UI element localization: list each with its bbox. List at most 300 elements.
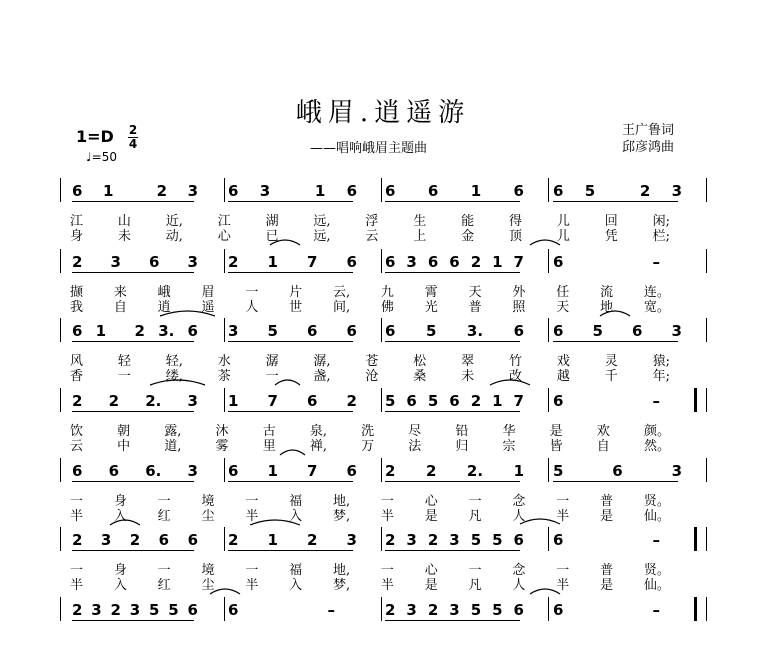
lyric-char: 远, <box>313 229 331 244</box>
lyric-char: 一 <box>265 369 279 384</box>
lyric-char: 一 <box>245 563 259 578</box>
note: 6 <box>449 392 460 410</box>
note: 6 <box>346 322 357 340</box>
lyric-char: 尘 <box>201 578 215 593</box>
note: 3 <box>406 253 417 271</box>
lyric-char: 万 <box>361 439 375 454</box>
note: 6 <box>187 531 198 549</box>
lyric-char: 普 <box>600 494 614 509</box>
note: 2 <box>110 601 121 619</box>
lyric-char: 尽 <box>408 424 422 439</box>
note: 7 <box>267 392 278 410</box>
lyric-char: 已 <box>265 229 279 244</box>
lyric-char: 山 <box>117 214 131 229</box>
song-title: 峨眉.逍遥游 <box>295 98 471 128</box>
note: 6 <box>228 182 239 200</box>
lyric-char: 动, <box>165 229 183 244</box>
slur <box>530 240 560 245</box>
note: 2 <box>470 392 482 410</box>
lyric-char: 半 <box>556 509 570 524</box>
lyric-char: 天 <box>556 300 570 315</box>
note: 3 <box>406 601 417 619</box>
note: 2. <box>145 392 162 410</box>
lyric-char: 地 <box>600 300 614 315</box>
note: 6 <box>72 182 83 200</box>
lyric-char: 凡 <box>468 578 482 593</box>
lyric-char: 照 <box>512 300 526 315</box>
note: 2 <box>425 462 437 480</box>
lyric-char: 水 <box>217 354 231 369</box>
lyric-char: 身 <box>113 494 127 509</box>
lyric-char: 一 <box>70 563 84 578</box>
note: 3. <box>158 322 175 340</box>
note: 3 <box>187 462 198 480</box>
note: 6 <box>385 182 396 200</box>
note: 3 <box>187 253 198 271</box>
lyric-char: 九 <box>380 285 394 300</box>
lyric-char: 露, <box>164 424 182 439</box>
lyric-char: 连。 <box>643 285 670 300</box>
note: 3 <box>671 182 682 200</box>
composer-credit: 邱彦鸿曲 <box>622 140 675 155</box>
note: 6 <box>612 462 623 480</box>
lyric-char: 松 <box>413 354 427 369</box>
note: 2 <box>470 253 482 271</box>
note: 1 <box>267 462 278 480</box>
lyric-char: 一 <box>556 494 570 509</box>
lyric-char: 间, <box>332 300 351 315</box>
lyric-char: 凡 <box>468 509 482 524</box>
lyric-char: 入 <box>289 509 303 524</box>
note: 6 <box>72 322 83 340</box>
lyric-char: 来 <box>113 285 127 300</box>
note: 2 <box>228 253 239 271</box>
lyric-char: 江 <box>70 214 84 229</box>
note: 6 <box>553 253 564 271</box>
lyric-char: 一 <box>157 494 171 509</box>
lyric-char: 福 <box>289 563 303 578</box>
note: 5 <box>427 392 439 410</box>
note: – <box>652 253 660 271</box>
lyric-char: 法 <box>408 439 422 454</box>
slur <box>490 380 530 385</box>
note: 1 <box>492 253 503 271</box>
lyric-char: 华 <box>502 424 516 439</box>
lyric-char: 半 <box>70 509 84 524</box>
lyric-char: 中 <box>117 439 131 454</box>
lyric-char: 浮 <box>365 214 379 229</box>
lyric-char: 宽。 <box>643 300 670 315</box>
lyric-char: 江 <box>217 214 231 229</box>
lyric-char: 香 <box>70 369 84 384</box>
lyric-char: 洗 <box>361 424 375 439</box>
note: 5 <box>592 322 603 340</box>
lyric-char: 一 <box>245 494 259 509</box>
tempo-marking: ♩=50 <box>86 150 117 164</box>
note: 6 <box>385 253 396 271</box>
note: 6 <box>72 462 83 480</box>
note: 5 <box>385 392 396 410</box>
lyric-char: 缕, <box>165 369 183 384</box>
note: 5 <box>149 601 160 619</box>
note: 6 <box>449 253 460 271</box>
note: 6 <box>513 531 524 549</box>
note: 6 <box>187 322 198 340</box>
lyric-char: 归 <box>455 439 469 454</box>
lyric-char: 猿; <box>652 354 670 369</box>
note: – <box>327 601 335 619</box>
lyric-char: 颜。 <box>643 424 670 439</box>
lyric-char: 半 <box>70 578 84 593</box>
lyric-char: 峨 <box>157 285 171 300</box>
note: 7 <box>307 253 318 271</box>
lyric-char: 仙。 <box>643 578 670 593</box>
note: 5 <box>470 601 482 619</box>
note: 7 <box>513 392 524 410</box>
slur <box>600 311 630 316</box>
lyric-char: 片 <box>289 285 303 300</box>
note: 6 <box>513 322 524 340</box>
lyric-char: 欢 <box>596 424 610 439</box>
note: 1 <box>228 392 239 410</box>
note: 6 <box>513 601 524 619</box>
meter-top: 2 <box>128 123 138 137</box>
note: 6 <box>346 253 357 271</box>
lyric-char: 沧 <box>365 369 379 384</box>
lyric-char: 外 <box>512 285 526 300</box>
lyric-char: 云 <box>365 229 379 244</box>
lyric-char: 回 <box>604 214 618 229</box>
lyric-char: 得 <box>508 214 522 229</box>
lyric-char: 尘 <box>201 509 215 524</box>
lyric-char: 翠 <box>461 354 475 369</box>
note: 5 <box>584 182 596 200</box>
lyric-char: 普 <box>600 563 614 578</box>
lyric-char: 任 <box>556 285 570 300</box>
note: 3 <box>259 182 271 200</box>
lyric-char: 轻 <box>117 354 131 369</box>
lyric-char: 上 <box>413 229 427 244</box>
lyric-char: 古 <box>262 424 276 439</box>
lyric-char: 千 <box>604 369 618 384</box>
note: 3 <box>449 531 460 549</box>
note: 3 <box>110 253 121 271</box>
lyric-char: 戏 <box>556 354 570 369</box>
note: 2 <box>108 392 120 410</box>
note: 6 <box>406 392 417 410</box>
lyric-char: 道, <box>164 439 182 454</box>
lyric-char: 半 <box>380 578 394 593</box>
note: 6 <box>427 253 439 271</box>
note: 2. <box>466 462 484 480</box>
note: 6 <box>553 182 564 200</box>
lyric-char: 顶 <box>508 229 522 244</box>
note: 6 <box>385 322 396 340</box>
note: 1 <box>470 182 482 200</box>
lyric-char: 仙。 <box>643 509 670 524</box>
note: 1 <box>492 392 503 410</box>
lyric-char: 一 <box>70 494 84 509</box>
lyric-char: 一 <box>157 563 171 578</box>
lyric-char: 自 <box>596 439 610 454</box>
lyric-char: 饮 <box>70 424 84 439</box>
lyric-char: 铅 <box>455 424 469 439</box>
lyric-char: 茶 <box>217 369 231 384</box>
lyric-char: 半 <box>380 509 394 524</box>
lyric-char: 竹 <box>508 354 522 369</box>
lyric-char: 身 <box>113 563 127 578</box>
lyric-char: 梦, <box>332 509 351 524</box>
note: 2 <box>72 601 83 619</box>
lyric-char: 一 <box>117 369 131 384</box>
lyric-char: 能 <box>461 214 475 229</box>
note: 6 <box>553 601 564 619</box>
note: 6 <box>228 462 239 480</box>
key-signature: 1=D <box>76 127 114 146</box>
lyric-char: 天 <box>468 285 482 300</box>
lyric-char: 近, <box>165 214 183 229</box>
note: 6 <box>158 531 170 549</box>
note: 6 <box>427 182 439 200</box>
note: – <box>652 601 660 619</box>
lyric-char: 遥 <box>201 300 215 315</box>
note: 3 <box>129 601 141 619</box>
note: 2 <box>72 253 83 271</box>
note: 5 <box>553 462 564 480</box>
note: 6 <box>346 462 357 480</box>
note: 2 <box>307 531 318 549</box>
lyric-char: 一 <box>468 563 482 578</box>
lyric-char: 云, <box>332 285 351 300</box>
lyric-char: 沐 <box>215 424 229 439</box>
lyric-char: 是 <box>424 509 438 524</box>
slur <box>275 380 300 385</box>
lyric-char: 远, <box>313 214 331 229</box>
lyric-char: 轻, <box>165 354 183 369</box>
lyric-char: 身 <box>70 229 84 244</box>
note: 5 <box>492 601 503 619</box>
note: 5 <box>492 531 503 549</box>
note: 3 <box>671 462 682 480</box>
note: 1 <box>103 182 114 200</box>
note: 3. <box>466 322 484 340</box>
lyric-char: 流 <box>600 285 614 300</box>
lyric-char: 福 <box>289 494 303 509</box>
slur <box>160 311 215 316</box>
slur <box>150 380 205 385</box>
lyric-char: 普 <box>468 300 482 315</box>
lyric-char: 红 <box>157 509 171 524</box>
note: 3 <box>406 531 417 549</box>
note: 5 <box>425 322 437 340</box>
lyric-char: 自 <box>113 300 127 315</box>
lyric-char: 改 <box>508 369 522 384</box>
note: 6 <box>513 182 524 200</box>
lyric-char: 生 <box>413 214 427 229</box>
lyric-char: 禅, <box>309 439 327 454</box>
lyric-char: 人 <box>512 509 526 524</box>
note: 2 <box>346 392 357 410</box>
note: 3 <box>187 182 198 200</box>
meter-bottom: 4 <box>128 137 138 151</box>
note: 3 <box>100 531 112 549</box>
lyric-char: 儿 <box>556 214 570 229</box>
slur <box>530 589 560 594</box>
lyric-char: 我 <box>70 300 84 315</box>
lyric-char: 是 <box>600 509 614 524</box>
lyric-char: 风 <box>70 354 84 369</box>
note: 6 <box>553 392 564 410</box>
lyric-char: 未 <box>461 369 475 384</box>
lyric-char: 逍 <box>157 300 171 315</box>
note: 6 <box>346 182 357 200</box>
note: 1 <box>267 531 278 549</box>
lyric-char: 佛 <box>380 300 394 315</box>
lyric-char: 是 <box>424 578 438 593</box>
note: 2 <box>72 392 83 410</box>
note: 1 <box>314 182 326 200</box>
lyric-char: 半 <box>556 578 570 593</box>
note: 2 <box>427 601 439 619</box>
lyric-char: 人 <box>512 578 526 593</box>
note: 2 <box>385 601 396 619</box>
lyric-char: 心 <box>424 494 438 509</box>
lyric-char: 年; <box>652 369 670 384</box>
lyric-char: 未 <box>117 229 131 244</box>
slur <box>520 519 560 524</box>
note: 1 <box>267 253 278 271</box>
song-subtitle: ——唱响峨眉主题曲 <box>310 141 428 156</box>
lyric-char: 心 <box>424 563 438 578</box>
lyric-char: 境 <box>201 494 215 509</box>
note: 5 <box>470 531 482 549</box>
lyric-char: 潺 <box>265 354 279 369</box>
lyric-char: 雾 <box>215 439 229 454</box>
note: 5 <box>168 601 179 619</box>
lyric-char: 地, <box>332 494 351 509</box>
lyric-char: 朝 <box>117 424 131 439</box>
lyric-char: 凭 <box>604 229 618 244</box>
lyric-char: 桑 <box>413 369 427 384</box>
note: 7 <box>307 462 318 480</box>
slur <box>270 240 300 245</box>
lyric-char: 苍 <box>365 354 379 369</box>
lyric-char: 闲; <box>652 214 670 229</box>
lyric-char: 半 <box>245 509 259 524</box>
note: 1 <box>513 462 524 480</box>
lyric-char: 儿 <box>556 229 570 244</box>
lyric-char: 念 <box>512 494 526 509</box>
note: 6. <box>145 462 162 480</box>
note: 3 <box>187 392 198 410</box>
lyric-char: 光 <box>424 300 438 315</box>
note: 2 <box>228 531 239 549</box>
note: 7 <box>513 253 524 271</box>
note: 6 <box>228 601 239 619</box>
lyric-char: 盏, <box>313 369 331 384</box>
lyric-char: 越 <box>556 369 570 384</box>
slur <box>250 520 300 525</box>
lyric-char: 世 <box>289 300 303 315</box>
note: – <box>652 392 660 410</box>
note: 2 <box>385 462 396 480</box>
lyric-char: 入 <box>113 578 127 593</box>
note: 6 <box>307 392 318 410</box>
lyric-char: 入 <box>113 509 127 524</box>
lyric-char: 贤。 <box>643 494 670 509</box>
lyric-char: 人 <box>245 300 259 315</box>
note: 6 <box>553 322 564 340</box>
note: 5 <box>267 322 278 340</box>
note: 3 <box>671 322 682 340</box>
lyric-char: 泉, <box>309 424 327 439</box>
lyric-char: 霄 <box>424 285 438 300</box>
lyric-char: 皆 <box>549 439 563 454</box>
slur <box>280 450 305 455</box>
lyric-char: 宗 <box>502 439 516 454</box>
lyricist-credit: 王广鲁词 <box>622 123 675 138</box>
lyric-char: 地, <box>332 563 351 578</box>
note: 2 <box>639 182 651 200</box>
lyric-char: 一 <box>380 494 394 509</box>
lyric-char: 一 <box>245 285 259 300</box>
note: 3 <box>449 601 460 619</box>
lyric-char: 是 <box>600 578 614 593</box>
note: 6 <box>632 322 643 340</box>
note: 6 <box>108 462 120 480</box>
lyric-char: 金 <box>461 229 475 244</box>
slur <box>210 589 240 594</box>
lyric-char: 境 <box>201 563 215 578</box>
lyric-char: 贤。 <box>643 563 670 578</box>
lyric-char: 撷 <box>70 285 84 300</box>
lyric-char: 一 <box>380 563 394 578</box>
lyric-char: 一 <box>468 494 482 509</box>
note: 1 <box>95 322 107 340</box>
lyric-char: 眉 <box>201 285 215 300</box>
note: 3 <box>91 601 102 619</box>
lyric-char: 半 <box>245 578 259 593</box>
note: 2 <box>156 182 167 200</box>
note: 6 <box>307 322 318 340</box>
lyric-char: 一 <box>556 563 570 578</box>
note: 2 <box>134 322 145 340</box>
slur <box>110 520 140 525</box>
note: 6 <box>187 601 198 619</box>
note: 3 <box>228 322 239 340</box>
lyric-char: 潺, <box>313 354 331 369</box>
lyric-char: 心 <box>217 229 231 244</box>
note: 2 <box>72 531 83 549</box>
note: 6 <box>553 531 564 549</box>
lyric-char: 栏; <box>652 229 670 244</box>
lyric-char: 灵 <box>604 354 618 369</box>
lyric-char: 是 <box>549 424 563 439</box>
lyric-char: 红 <box>157 578 171 593</box>
lyric-char: 梦, <box>332 578 351 593</box>
lyric-char: 念 <box>512 563 526 578</box>
lyric-char: 入 <box>289 578 303 593</box>
note: 2 <box>385 531 396 549</box>
note: 2 <box>129 531 141 549</box>
lyric-char: 湖 <box>265 214 279 229</box>
lyric-char: 云 <box>70 439 84 454</box>
note: – <box>652 531 660 549</box>
lyric-char: 然。 <box>643 439 670 454</box>
lyric-char: 里 <box>262 439 276 454</box>
note: 6 <box>149 253 160 271</box>
note: 3 <box>346 531 357 549</box>
